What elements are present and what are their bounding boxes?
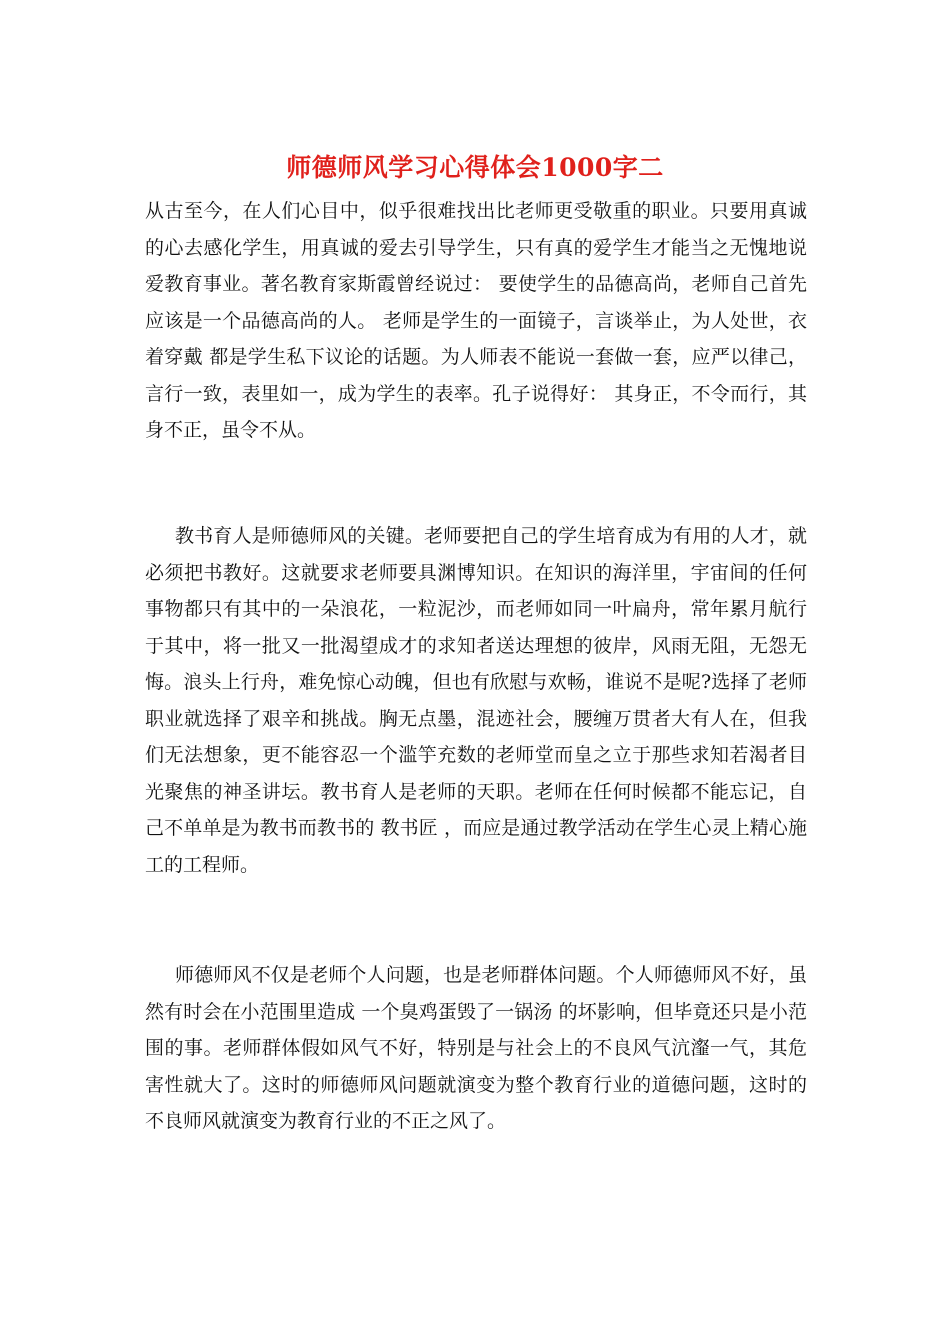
document-title: 师德师风学习心得体会1000字二 [286, 153, 664, 182]
paragraph-2: 教书育人是师德师风的关键。老师要把自己的学生培育成为有用的人才，就必须把书教好。这就要求老师要具渊博知识。在知识的海洋里，宇宙间的任何事物都只有其中的一朵浪花，一粒泥沙，而老师如同一叶扁舟，常年累月航行于其中，将一批又一批渴望成才的求知者送达理想的彼岸，风雨无阻，无怨无悔。浪头上行舟，难免惊心动魄，但也有欣慰与欢畅，谁说不是呢?选择了老师职业就选择了艰辛和挑战。胸无点墨，混迹社会，腰缠万贯者大有人在，但我们无法想象，更不能容忍一个滥竽充数的老师堂而皇之立于那些求知若渴者目光聚焦的神圣讲坛。教书育人是老师的天职。老师在任何时候都不能忘记，自己不单单是为教书而教书的 教书匠 ，而应是通过教学活动在学生心灵上精心施工的工程师。 [145, 525, 807, 876]
paragraph-3: 师德师风不仅是老师个人问题，也是老师群体问题。个人师德师风不好，虽然有时会在小范围里造成 一个臭鸡蛋毁了一锅汤 的坏影响，但毕竟还只是小范围的事。老师群体假如风气不好，特别是与社会上的不良风气沆瀣一气，其危害性就大了。这时的师德师风问题就演变为整个教育行业的道德问题，这时的不良师风就演变为教育行业的不正之风了。 [145, 964, 807, 1132]
paragraph-1: 从古至今，在人们心目中，似乎很难找出比老师更受敬重的职业。只要用真诚的心去感化学生，用真诚的爱去引导学生，只有真的爱学生才能当之无愧地说爱教育事业。著名教育家斯霞曾经说过： 要使学生的品德高尚，老师自己首先应该是一个品德高尚的人。 老师是学生的一面镜子，言谈举止，为人处世，衣着穿戴 都是学生私下议论的话题。为人师表不能说一套做一套，应严以律己，言行一致，表里如一，成为学生的表率。孔子说得好： 其身正，不令而行，其身不正，虽令不从。 [145, 200, 807, 441]
